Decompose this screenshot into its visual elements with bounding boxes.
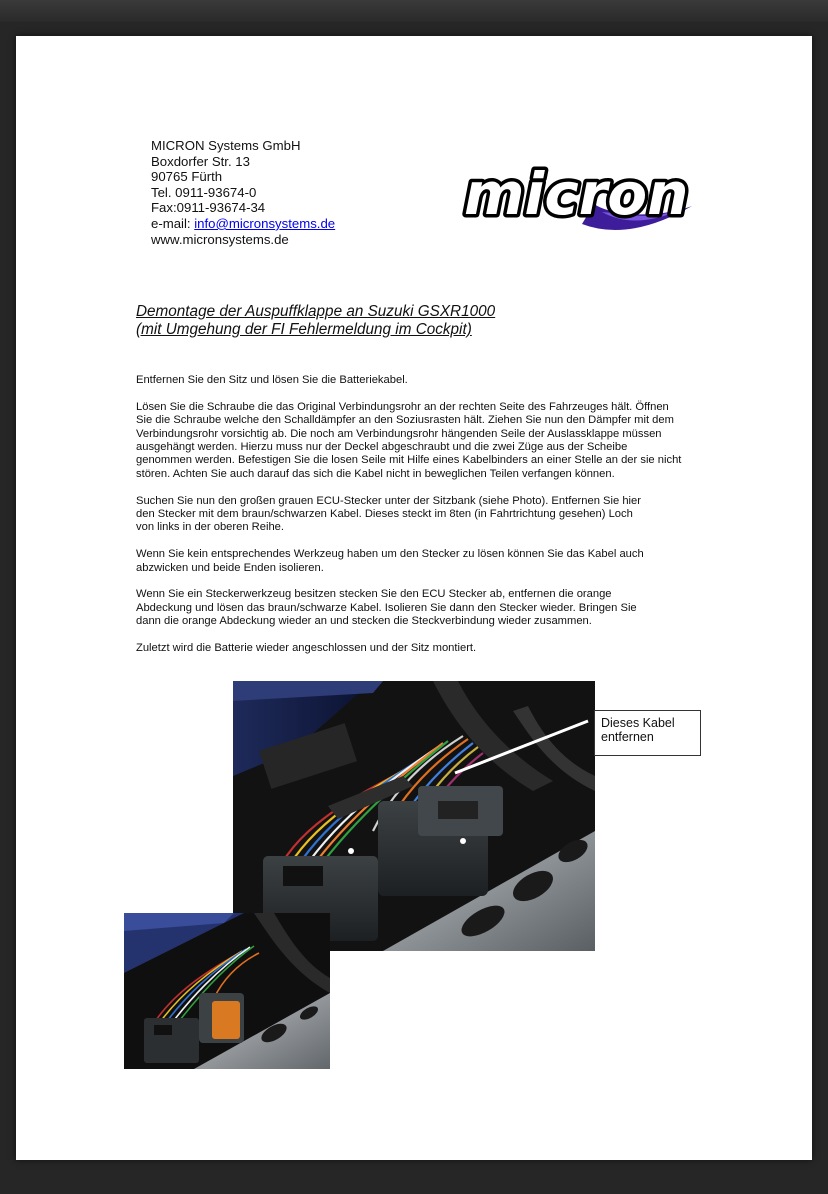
viewer-toolbar (0, 0, 828, 22)
paragraph-3: Suchen Sie nun den großen grauen ECU-Stecker unter der Sitzbank (siehe Photo). Entfernen Sie hier den Stecker mit dem braun/schwarzen Kabel. Dieses steckt im 8ten (in Fahrtrichtung gesehen) Loch von links in der oberen Reihe. (136, 494, 641, 534)
paragraph-5: Wenn Sie ein Steckerwerkzeug besitzen stecken Sie den ECU Stecker ab, entfernen die orange Abdeckung und lösen das braun/schwarze Kabel. Isolieren Sie dann den Stecker wieder. Bringen Sie dann die orange Abdeckung wieder an und stecken die Steckverbindung wieder zusammen. (136, 588, 637, 628)
logo-lettering: micron (464, 160, 689, 228)
title-line-1: Demontage der Auspuffklappe an Suzuki GSXR1000 (136, 303, 496, 320)
paragraph-1: Entfernen Sie den Sitz und lösen Sie die Batteriekabel. (136, 374, 408, 386)
company-name: MICRON Systems GmbH (151, 138, 301, 153)
email-link[interactable]: info@micronsystems.de (194, 215, 336, 231)
company-address-block (151, 138, 335, 247)
paragraph-2: Lösen Sie die Schraube die das Original Verbindungsrohr an der rechten Seite des Fahrzeuges hält. Öffnen Sie die Schraube welche den Schalldämpfer an den Soziusrasten hält. Ziehen Sie nun den Dämpfer mit dem Verbindungsrohr vorsichtig ab. Die noch am Verbindungsrohr hängenden Seile der Auslassklappe müssen ausgehängt werden. Hierzu muss nur der Deckel abgeschraubt und die zwei Züge aus der Scheibe genommen werden. Befestigen Sie die losen Seile mit Hilfe eines Kabelbinders an einer Stelle an der sie nicht stören. Achten Sie auch darauf das sich die Kabel nicht in beweglichen Teilen verfangen können. (136, 400, 682, 480)
email-label: e-mail: (151, 215, 195, 231)
paragraph-4: Wenn Sie kein entsprechendes Werkzeug haben um den Stecker zu lösen können Sie das Kabel auch abzwicken und beide Enden isolieren. (136, 548, 644, 574)
instructions-body (136, 374, 736, 669)
paragraph-6: Zuletzt wird die Batterie wieder angeschlossen und der Sitz montiert. (136, 642, 477, 655)
company-web: www.micronsystems.de (151, 231, 289, 247)
company-street: Boxdorfer Str. 13 (151, 153, 250, 169)
callout-box: Dieses Kabel entfernen (594, 710, 701, 756)
ecu-connector-photo (233, 681, 595, 951)
company-fax: Fax:0911-93674-34 (151, 200, 266, 216)
title-line-2: (mit Umgehung der FI Fehlermeldung im Cockpit) (136, 321, 472, 338)
document-title (136, 303, 495, 339)
company-email-line (151, 216, 335, 232)
company-city: 90765 Fürth (151, 169, 223, 185)
company-tel: Tel. 0911-93674-0 (151, 184, 257, 200)
ecu-overview-photo (124, 913, 330, 1069)
document-page (16, 36, 812, 1160)
micron-logo (454, 154, 716, 236)
